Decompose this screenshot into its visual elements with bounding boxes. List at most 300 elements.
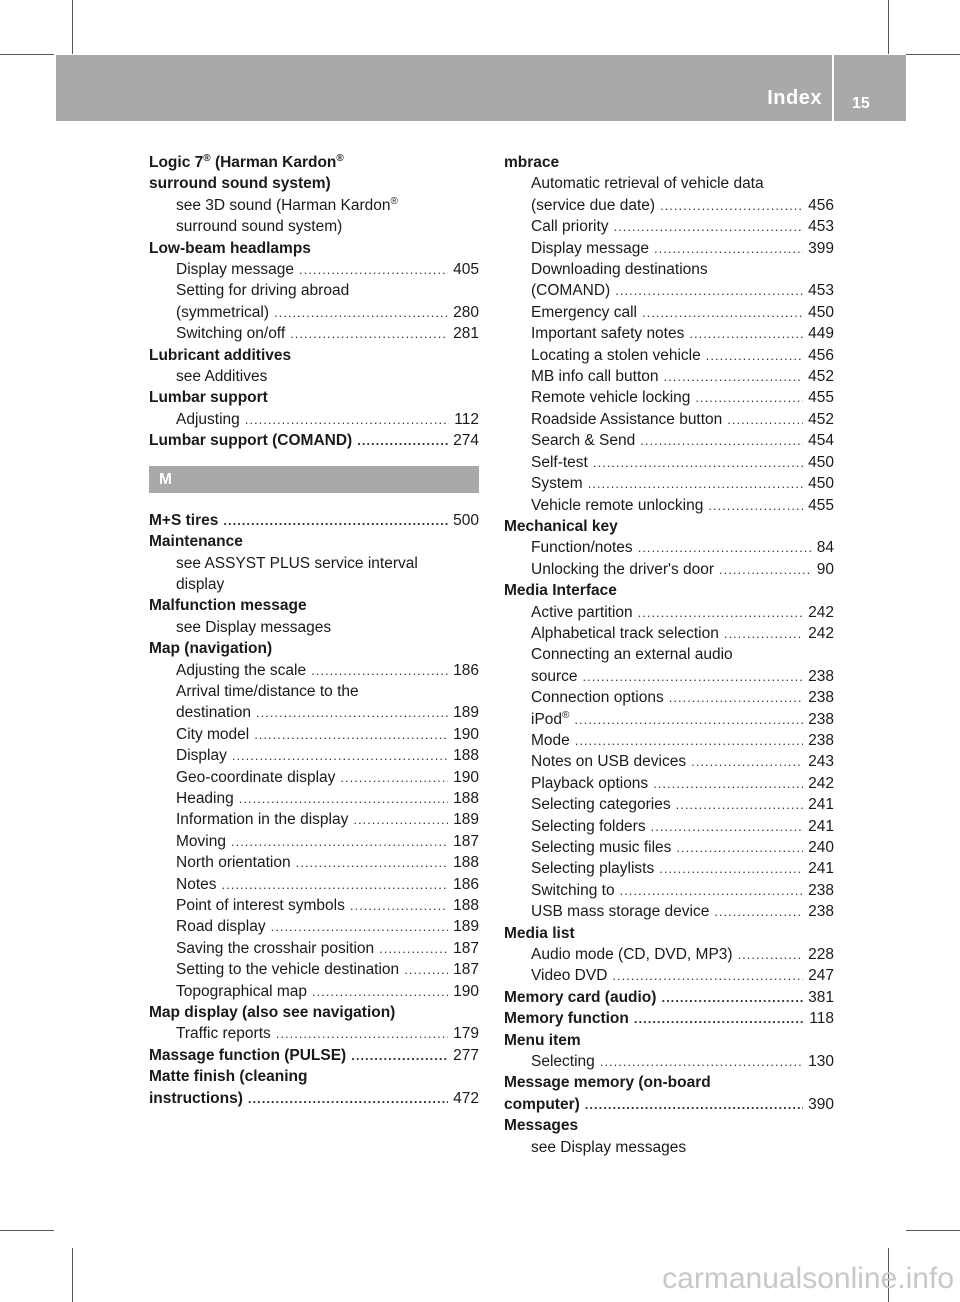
entry-text: Video DVD [531, 967, 608, 985]
entry-text: Unlocking the driver's door [531, 560, 715, 578]
index-subentry [149, 617, 479, 638]
entry-text: Notes [176, 875, 217, 893]
crop-mark-top-right-h [906, 54, 960, 55]
entry-label [531, 430, 635, 451]
index-subentry [149, 745, 479, 766]
entry-text: Emergency call [531, 303, 637, 321]
dot-leader [620, 880, 804, 901]
entry-text: Message memory (on-board [504, 1074, 711, 1092]
header-divider [832, 55, 834, 121]
page-reference[interactable]: 455 [808, 496, 834, 514]
entry-text: Selecting categories [531, 796, 671, 814]
index-subentry [504, 751, 834, 772]
index-subentry [504, 366, 834, 387]
watermark [662, 1262, 954, 1296]
dot-leader [239, 788, 448, 809]
entry-text: Display message [176, 261, 295, 279]
registered-mark: ® [336, 153, 344, 164]
entry-label [176, 959, 399, 980]
index-subentry [149, 767, 479, 788]
entry-label [149, 1045, 346, 1066]
index-subentry [504, 559, 834, 580]
page-reference[interactable]: 179 [453, 1025, 479, 1043]
page-reference[interactable]: 450 [808, 475, 834, 493]
index-subentry [504, 495, 834, 516]
dot-leader [340, 767, 448, 788]
entry-text: Low-beam headlamps [149, 239, 311, 257]
page-reference[interactable]: 242 [808, 624, 834, 642]
page-reference[interactable]: 243 [808, 753, 834, 771]
entry-text: Switching on/off [176, 325, 286, 343]
dot-leader [351, 1045, 448, 1066]
page-reference[interactable]: 186 [453, 875, 479, 893]
page-reference[interactable]: 242 [808, 774, 834, 792]
page-reference[interactable]: 190 [453, 982, 479, 1000]
entry-label [176, 874, 217, 895]
index-subentry [504, 452, 834, 473]
dot-leader [651, 816, 804, 837]
entry-text: Connecting an external audio [531, 646, 733, 664]
entry-label [531, 302, 637, 323]
page-reference[interactable]: 189 [453, 704, 479, 722]
dot-leader [638, 537, 812, 558]
entry-text: Maintenance [149, 533, 243, 551]
dot-leader [738, 944, 804, 965]
entry-label [531, 666, 578, 687]
page-reference[interactable]: 130 [808, 1053, 834, 1071]
entry-text: Point of interest symbols [176, 897, 345, 914]
entry-text: Adjusting [176, 410, 240, 428]
entry-label [531, 816, 646, 837]
index-subentry [504, 259, 834, 280]
page-reference[interactable]: 189 [453, 918, 479, 936]
index-entry [504, 516, 834, 537]
entry-text: Remote vehicle locking [531, 389, 691, 407]
entry-text: Notes on USB devices [531, 753, 687, 771]
entry-text: North orientation [176, 854, 291, 872]
page-reference[interactable]: 450 [808, 453, 834, 471]
entry-text: Search & Send [531, 432, 636, 450]
entry-label [531, 709, 569, 730]
index-subentry [504, 430, 834, 451]
entry-label [504, 987, 656, 1008]
dot-leader [290, 323, 448, 344]
entry-text: Moving [176, 832, 226, 850]
entry-text: Locating a stolen vehicle [531, 346, 701, 364]
watermark-text: carmanualsonline.info [662, 1262, 954, 1295]
page-reference[interactable]: 90 [816, 560, 834, 578]
page-reference[interactable]: 277 [453, 1046, 479, 1064]
dot-leader [676, 794, 804, 815]
dot-leader [223, 510, 448, 531]
entry-text: Media list [504, 924, 575, 942]
page-reference[interactable]: 188 [453, 747, 479, 765]
crop-mark-bottom-left-h [0, 1230, 54, 1231]
index-subentry [149, 938, 479, 959]
entry-label [531, 602, 633, 623]
entry-label [531, 880, 615, 901]
page-reference[interactable]: 280 [453, 303, 479, 321]
entry-text: Lumbar support (COMAND) [149, 432, 353, 450]
page-reference[interactable]: 188 [453, 789, 479, 807]
entry-text: M+S tires [149, 511, 219, 529]
dot-leader [404, 959, 448, 980]
entry-text: (symmetrical) [176, 303, 269, 321]
page-reference[interactable]: 187 [453, 832, 479, 850]
index-subentry [504, 216, 834, 237]
dot-leader [634, 1008, 804, 1029]
entry-text: computer) [504, 1095, 580, 1113]
index-list-left-bottom [149, 510, 479, 1109]
page-reference[interactable]: 281 [453, 325, 479, 343]
entry-text: Saving the crosshair position [176, 939, 375, 957]
entry-label [531, 409, 722, 430]
page-reference[interactable]: 238 [808, 731, 834, 749]
entry-text: Self-test [531, 453, 588, 471]
entry-text: Alphabetical track selection [531, 624, 719, 642]
registered-mark: ® [203, 153, 211, 164]
index-column-right [504, 152, 834, 1158]
dot-leader [640, 430, 803, 451]
dot-leader [724, 623, 803, 644]
page-reference[interactable]: 240 [808, 839, 834, 856]
dot-leader [379, 938, 448, 959]
index-subentry [149, 574, 479, 595]
dot-leader [691, 751, 803, 772]
index-subentry [149, 1023, 479, 1044]
page-reference[interactable]: 238 [808, 667, 834, 685]
dot-leader [638, 602, 803, 623]
entry-text-part: see 3D sound (Harman Kardon [176, 196, 391, 214]
entry-text: MB info call button [531, 368, 659, 386]
page-reference[interactable]: 500 [453, 511, 479, 529]
index-subentry [149, 959, 479, 980]
entry-text: Information in the display [176, 811, 349, 829]
crop-mark-top-left-h [0, 54, 54, 55]
page-reference[interactable]: 399 [808, 239, 834, 257]
entry-text: mbrace [504, 154, 560, 171]
dot-leader [661, 987, 803, 1008]
dot-leader [296, 852, 449, 873]
entry-text: Setting to the vehicle destination [176, 961, 400, 979]
page-reference[interactable]: 186 [453, 661, 479, 679]
index-subentry [504, 773, 834, 794]
entry-label [176, 767, 335, 788]
index-subentry [149, 660, 479, 681]
index-subentry [504, 1051, 834, 1072]
index-entry [149, 1066, 479, 1087]
index-subentry [504, 409, 834, 430]
entry-text: see ASSYST PLUS service interval [176, 554, 418, 572]
entry-text: Roadside Assistance button [531, 410, 723, 428]
index-entry [149, 1088, 479, 1109]
page-reference[interactable]: 241 [808, 796, 834, 814]
dot-leader [357, 430, 448, 451]
dot-leader [353, 809, 448, 830]
entry-label [176, 852, 291, 873]
index-subentry [149, 831, 479, 852]
entry-text: USB mass storage device [531, 903, 710, 921]
entry-text: source [531, 667, 578, 685]
index-subentry [149, 895, 479, 916]
index-subentry [504, 901, 834, 922]
entry-text: Lumbar support [149, 389, 268, 407]
index-subentry [149, 302, 479, 323]
index-subentry [149, 409, 479, 430]
page-reference[interactable]: 241 [808, 817, 834, 835]
entry-text: surround sound system) [149, 175, 331, 193]
index-entry [504, 987, 834, 1008]
index-entry [504, 580, 834, 601]
index-subentry [504, 537, 834, 558]
entry-label [176, 724, 249, 745]
entry-text: Playback options [531, 774, 649, 792]
page-reference[interactable]: 187 [453, 961, 479, 979]
dot-leader [727, 409, 803, 430]
entry-text: destination [176, 704, 251, 722]
entry-label [531, 965, 607, 986]
page-reference[interactable]: 453 [808, 218, 834, 236]
index-subentry [149, 809, 479, 830]
section-header-m: M [149, 466, 479, 493]
page-reference[interactable]: 238 [808, 710, 834, 728]
index-subentry [504, 173, 834, 194]
dot-leader [231, 831, 448, 852]
index-entry [149, 531, 479, 552]
index-subentry [504, 880, 834, 901]
entry-label [176, 938, 374, 959]
page-reference[interactable]: 454 [808, 432, 834, 450]
entry-text: Setting for driving abroad [176, 282, 350, 300]
entry-label [504, 1094, 580, 1115]
index-subentry [504, 730, 834, 751]
page-reference[interactable]: 247 [808, 967, 834, 985]
index-entry [504, 1008, 834, 1029]
dot-leader [350, 895, 448, 916]
dot-leader [254, 724, 448, 745]
page-reference[interactable]: 390 [808, 1095, 834, 1113]
page-reference[interactable]: 238 [808, 903, 834, 921]
page-reference[interactable]: 452 [808, 368, 834, 386]
page-reference[interactable]: 190 [453, 725, 479, 743]
entry-text: Traffic reports [176, 1025, 271, 1043]
dot-leader [719, 559, 812, 580]
page-reference[interactable]: 405 [453, 261, 479, 279]
page-title: Index [767, 87, 822, 109]
entry-text: (service due date) [531, 196, 656, 214]
entry-label [531, 238, 649, 259]
entry-label [531, 473, 583, 494]
entry-text: Massage function (PULSE) [149, 1046, 347, 1064]
entry-text: Road display [176, 918, 266, 936]
entry-text: Audio mode (CD, DVD, MP3) [531, 946, 733, 964]
page-reference[interactable]: 228 [808, 946, 834, 964]
entry-label [531, 730, 570, 751]
index-subentry [504, 473, 834, 494]
index-subentry [504, 195, 834, 216]
entry-text: Messages [504, 1117, 579, 1135]
entry-text: Memory function [504, 1010, 629, 1028]
dot-leader [276, 1023, 448, 1044]
entry-text: Function/notes [531, 539, 633, 557]
page-reference[interactable]: 381 [808, 988, 834, 1006]
entry-text: Important safety notes [531, 325, 685, 343]
page-reference[interactable]: 452 [808, 410, 834, 428]
entry-text: Map display (also see navigation) [149, 1004, 396, 1022]
index-subentry [149, 852, 479, 873]
entry-text: see Display messages [531, 1138, 687, 1156]
page-reference[interactable]: 112 [454, 410, 479, 428]
entry-text: Memory card (audio) [504, 988, 657, 1006]
index-entry [149, 152, 479, 173]
index-subentry [504, 687, 834, 708]
index-entry [504, 152, 834, 173]
dot-leader [583, 666, 804, 687]
dot-leader [653, 773, 803, 794]
index-subentry [504, 816, 834, 837]
index-subentry [149, 681, 479, 702]
page-reference[interactable]: 188 [453, 854, 479, 872]
page-reference[interactable]: 84 [816, 539, 834, 557]
entry-text: Active partition [531, 603, 633, 621]
index-subentry [504, 387, 834, 408]
entry-text: Arrival time/distance to the [176, 682, 359, 700]
entry-label [531, 452, 588, 473]
entry-label [149, 510, 218, 531]
entry-text: Display message [531, 239, 650, 257]
page-reference[interactable]: 190 [453, 768, 479, 786]
entry-text: Selecting playlists [531, 860, 655, 878]
entry-label [149, 1088, 243, 1109]
entry-text: Menu item [504, 1031, 581, 1049]
entry-label [176, 809, 348, 830]
entry-label [531, 773, 648, 794]
entry-text: see Display messages [176, 618, 332, 636]
index-subentry [149, 195, 479, 216]
dot-leader [695, 387, 803, 408]
dot-leader [312, 981, 448, 1002]
page-reference[interactable]: 188 [453, 897, 479, 914]
entry-text-part: Logic 7 [149, 154, 204, 171]
index-entry [149, 1045, 479, 1066]
dot-leader [588, 473, 803, 494]
page-reference[interactable]: 274 [453, 432, 479, 450]
page-reference[interactable]: 118 [809, 1010, 834, 1028]
page-reference[interactable]: 449 [808, 325, 834, 343]
page-reference[interactable]: 242 [808, 603, 834, 621]
dot-leader [654, 238, 803, 259]
crop-mark-top-right-v [888, 0, 889, 54]
index-subentry [149, 259, 479, 280]
entry-label [504, 1008, 629, 1029]
entry-label [531, 345, 701, 366]
page-reference[interactable]: 456 [808, 196, 834, 214]
entry-label [531, 751, 686, 772]
dot-leader [615, 280, 803, 301]
page-reference[interactable]: 456 [808, 346, 834, 364]
entry-text: Downloading destinations [531, 261, 708, 279]
index-entry [504, 1094, 834, 1115]
index-entry [504, 1115, 834, 1136]
entry-label [531, 623, 719, 644]
entry-text: Lubricant additives [149, 346, 292, 364]
dot-leader [669, 687, 803, 708]
entry-label [531, 944, 733, 965]
page-reference[interactable]: 453 [808, 282, 834, 300]
page-reference[interactable]: 187 [453, 939, 479, 957]
entry-label [531, 1051, 595, 1072]
page-reference[interactable]: 241 [808, 860, 834, 878]
index-entry [149, 430, 479, 451]
entry-text: Geo-coordinate display [176, 768, 336, 786]
page-reference[interactable]: 472 [453, 1089, 479, 1107]
entry-text: Topographical map [176, 982, 307, 1000]
dot-leader [248, 1088, 448, 1109]
index-subentry [149, 916, 479, 937]
index-subentry [504, 944, 834, 965]
index-entry [149, 238, 479, 259]
dot-leader [222, 874, 449, 895]
dot-leader [676, 837, 803, 858]
dot-leader [271, 916, 449, 937]
index-entry [149, 173, 479, 194]
entry-text: Heading [176, 789, 234, 807]
index-subentry [504, 965, 834, 986]
page-reference[interactable]: 450 [808, 303, 834, 321]
page-reference[interactable]: 238 [808, 881, 834, 899]
index-subentry [504, 644, 834, 665]
index-entry [504, 1030, 834, 1051]
crop-mark-top-left-v [72, 0, 73, 54]
index-subentry [504, 709, 834, 730]
entry-label [531, 323, 684, 344]
dot-leader [245, 409, 450, 430]
entry-label [531, 195, 655, 216]
dot-leader [274, 302, 448, 323]
entry-text: Selecting folders [531, 817, 646, 835]
index-entry [149, 595, 479, 616]
entry-text: Media Interface [504, 582, 617, 600]
page-reference[interactable]: 189 [453, 811, 479, 829]
entry-label [176, 1023, 271, 1044]
dot-leader [232, 745, 448, 766]
dot-leader [585, 1094, 803, 1115]
entry-label [176, 302, 269, 323]
dot-leader [664, 366, 804, 387]
index-subentry [149, 216, 479, 237]
page-reference[interactable]: 238 [808, 689, 834, 707]
entry-label [531, 837, 671, 858]
index-list-left-top [149, 152, 479, 452]
entry-text-part: iPod [531, 710, 563, 728]
entry-label [531, 687, 664, 708]
dot-leader [311, 660, 448, 681]
index-entry [149, 345, 479, 366]
dot-leader [299, 259, 448, 280]
index-subentry [504, 323, 834, 344]
index-subentry [504, 623, 834, 644]
entry-label [531, 537, 633, 558]
entry-label [176, 660, 306, 681]
crop-mark-bottom-left-v [72, 1248, 73, 1302]
entry-label [149, 430, 352, 451]
index-subentry [149, 280, 479, 301]
entry-label [531, 901, 709, 922]
page-reference[interactable]: 455 [808, 389, 834, 407]
crop-mark-bottom-right-h [906, 1230, 960, 1231]
dot-leader [642, 302, 803, 323]
dot-leader [714, 901, 803, 922]
